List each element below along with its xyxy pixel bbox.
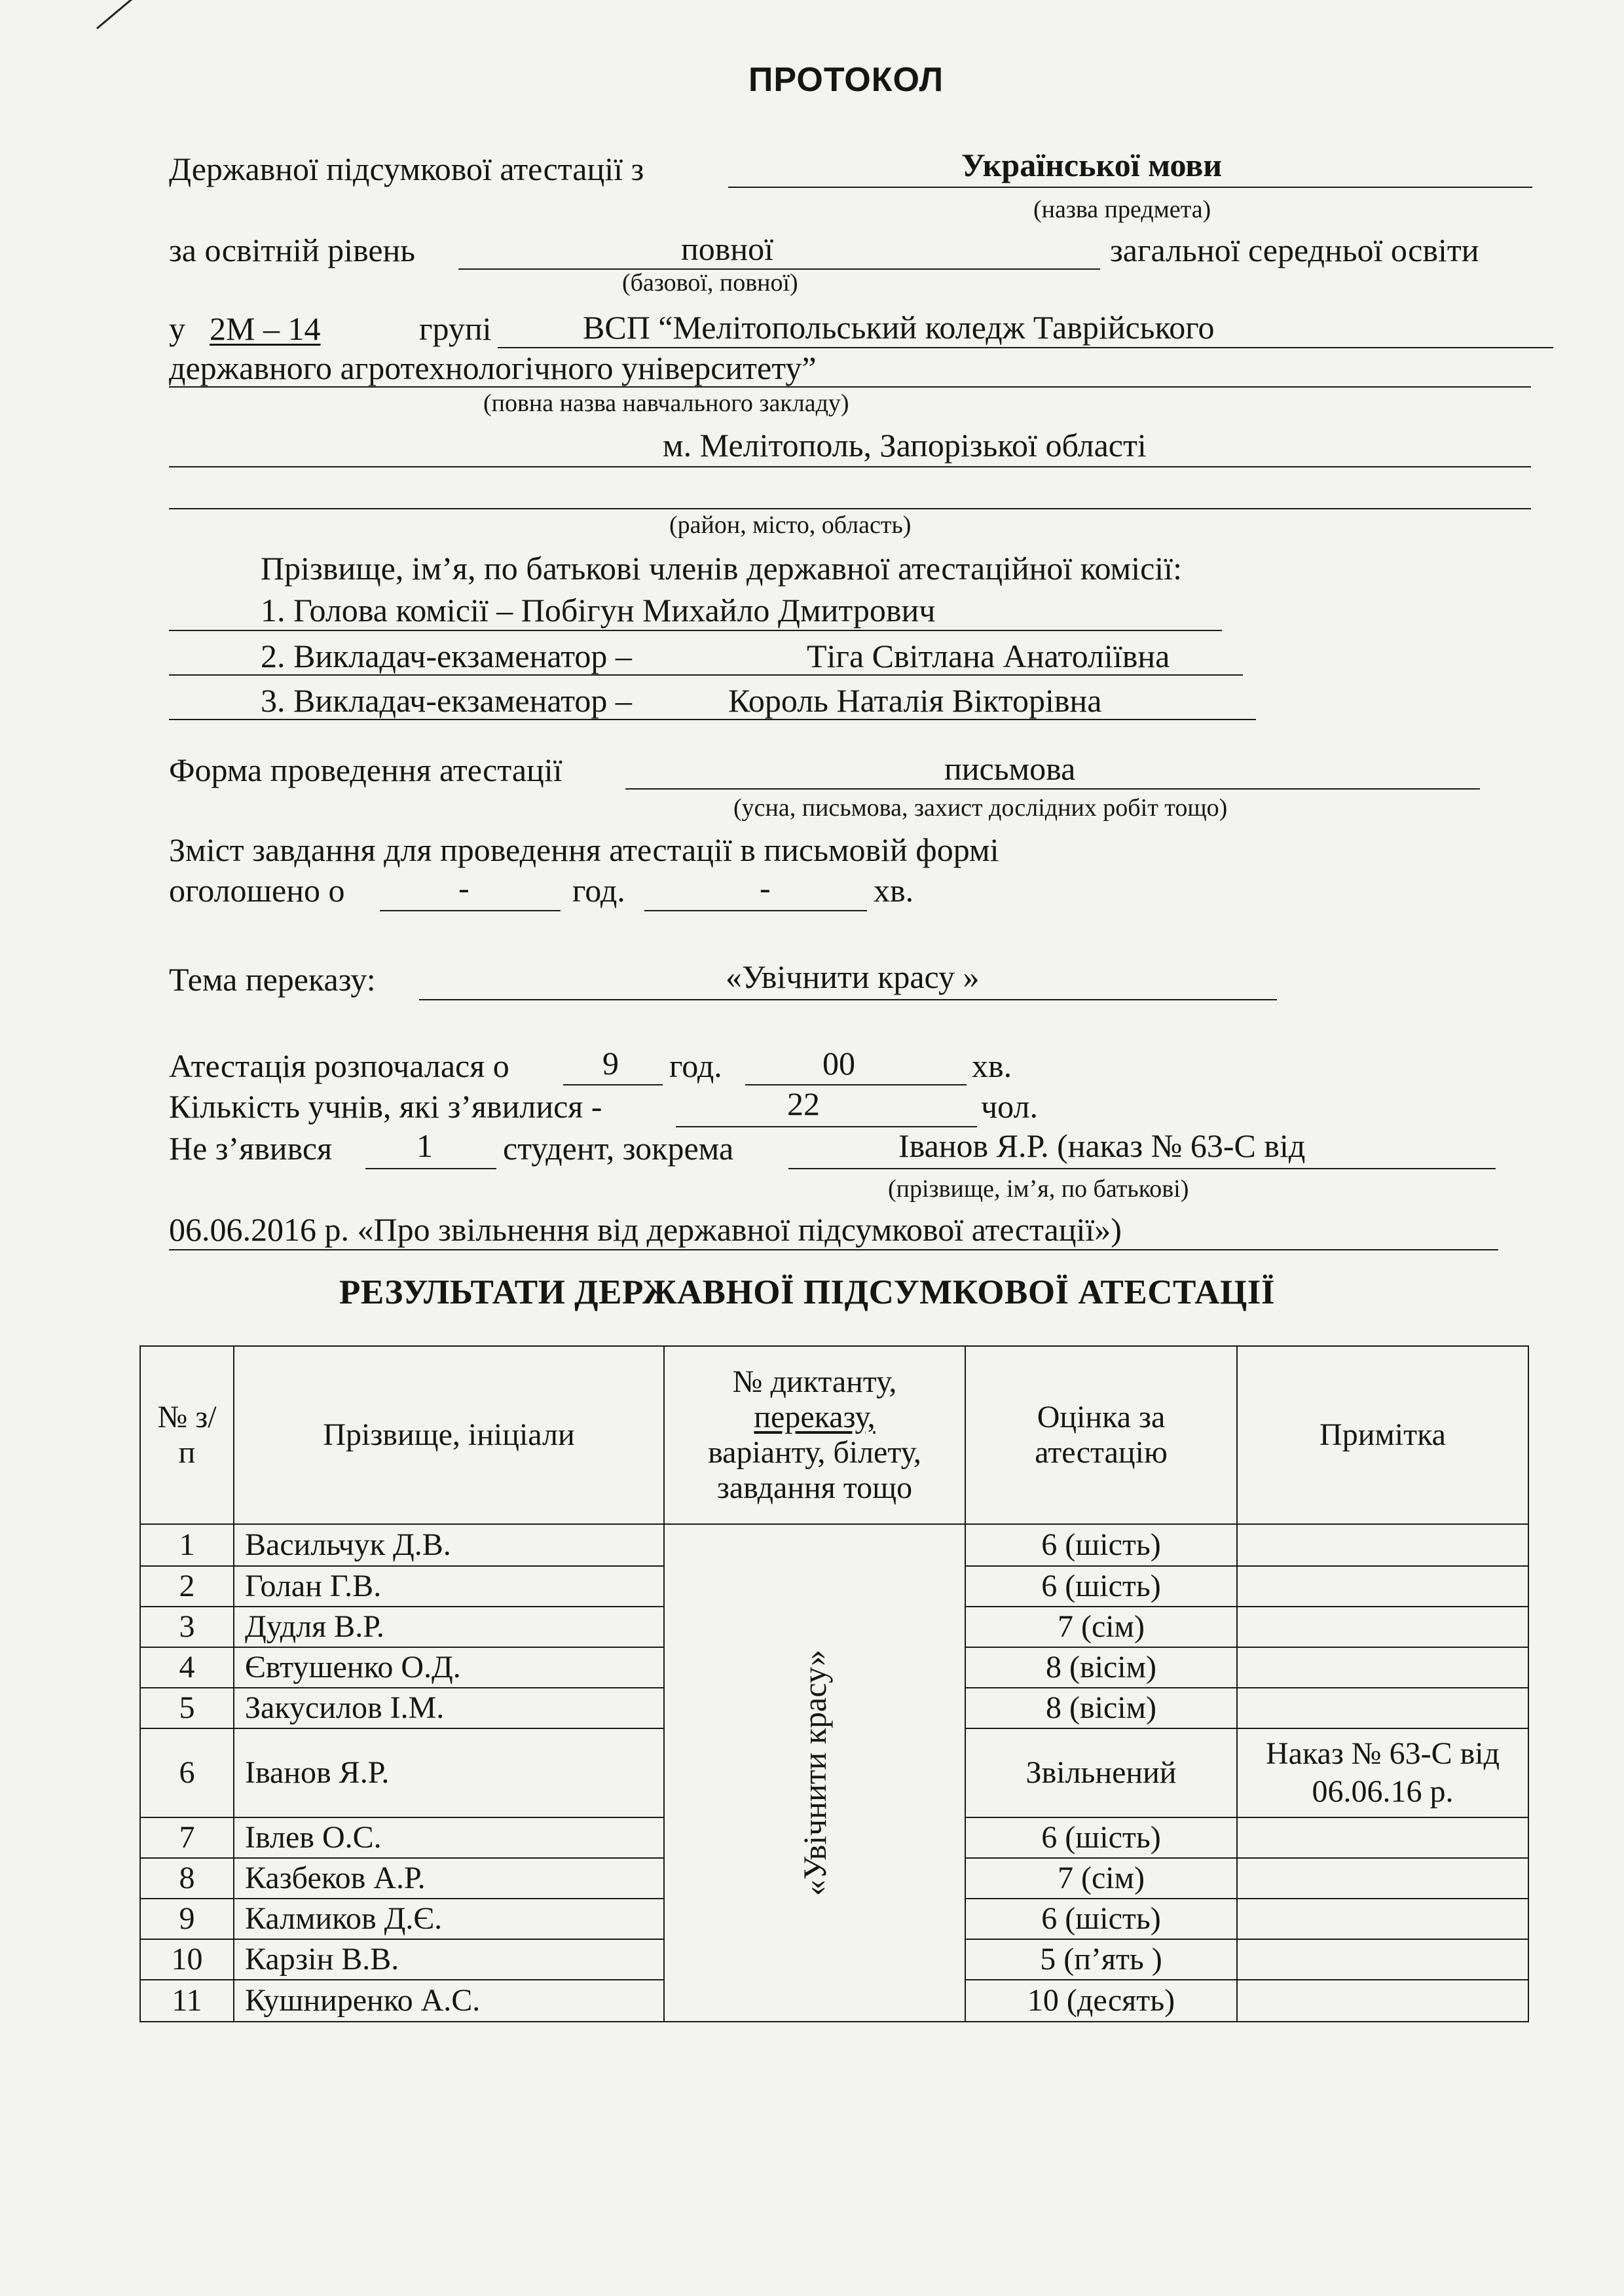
student-name: Казбеков А.Р. (234, 1858, 664, 1899)
column-header-task-line-1: № диктанту, (732, 1364, 897, 1399)
task-hour-unit: год. (572, 872, 625, 909)
absent-count-underline (365, 1168, 496, 1169)
table-row (140, 1524, 1528, 1566)
theme-underline (419, 999, 1277, 1000)
commission-member-3-name: Король Наталія Вікторівна (728, 682, 1102, 719)
absent-detail-underline (788, 1168, 1496, 1169)
column-header-task-line-2: переказу, (754, 1400, 876, 1434)
start-min-unit: хв. (972, 1048, 1012, 1084)
present-value: 22 (787, 1085, 820, 1122)
row-number: 4 (140, 1647, 234, 1688)
level-value: повної (681, 230, 774, 267)
column-header-number: № з/п (140, 1346, 234, 1524)
institution-hint: (повна назва навчального закладу) (483, 390, 849, 417)
institution-underline-2 (169, 386, 1531, 388)
student-note (1237, 1817, 1528, 1858)
task-line-1: Зміст завдання для проведення атестації в письмовій формі (169, 831, 999, 868)
student-note (1237, 1939, 1528, 1980)
student-name: Євтушенко О.Д. (234, 1647, 664, 1688)
row-number: 3 (140, 1607, 234, 1647)
row-number: 6 (140, 1728, 234, 1817)
student-note (1237, 1566, 1528, 1607)
student-name: Кушниренко А.С. (234, 1980, 664, 2022)
group-prefix: у (169, 310, 185, 347)
student-note (1237, 1647, 1528, 1688)
task-announce-label: оголошено о (169, 872, 345, 909)
student-note (1237, 1524, 1528, 1566)
student-grade: 6 (шість) (965, 1524, 1237, 1566)
merged-task-cell (664, 1524, 965, 2022)
absent-count: 1 (416, 1127, 433, 1164)
institution-line-2: державного агротехнологічного університету” (169, 350, 817, 386)
present-unit: чол. (981, 1088, 1038, 1125)
commission-member-1: 1. Голова комісії – Побігун Михайло Дмитрович (261, 592, 936, 629)
row-number: 10 (140, 1939, 234, 1980)
row-number: 1 (140, 1524, 234, 1566)
task-hour-value: - (458, 869, 470, 906)
start-hour-underline (563, 1084, 663, 1085)
location-underline-2 (169, 508, 1531, 509)
student-grade: 6 (шість) (965, 1566, 1237, 1607)
task-hour-underline (380, 910, 561, 911)
pen-stroke-mark (96, 0, 152, 29)
commission-member-3-role: 3. Викладач-екзаменатор – (261, 682, 632, 719)
present-label: Кількість учнів, які з’явилися - (169, 1088, 602, 1125)
form-underline (625, 788, 1480, 790)
task-min-underline (644, 910, 867, 911)
commission-underline-2 (169, 674, 1243, 676)
student-note (1237, 1858, 1528, 1899)
form-hint: (усна, письмова, захист дослідних робіт тощо) (733, 794, 1228, 822)
row-number: 2 (140, 1566, 234, 1607)
merged-task-text: «Увічнити красу» (796, 1649, 833, 1897)
student-name: Дудля В.Р. (234, 1607, 664, 1647)
absent-label: Не з’явився (169, 1130, 333, 1167)
level-label: за освітній рівень (169, 232, 416, 268)
student-grade: 10 (десять) (965, 1980, 1237, 2022)
student-name: Івлев О.С. (234, 1817, 664, 1858)
subject-underline (728, 187, 1532, 188)
level-hint: (базової, повної) (622, 269, 798, 297)
results-table (139, 1345, 1529, 2022)
student-note: Наказ № 63-С від 06.06.16 р. (1237, 1728, 1528, 1817)
student-grade: 5 (п’ять ) (965, 1939, 1237, 1980)
form-value: письмова (944, 750, 1076, 787)
student-name: Калмиков Д.Є. (234, 1899, 664, 1939)
row-number: 5 (140, 1688, 234, 1728)
task-min-unit: хв. (874, 872, 914, 909)
row-number: 9 (140, 1899, 234, 1939)
student-name: Голан Г.В. (234, 1566, 664, 1607)
column-header-task-line-3: варіанту, білету, завдання тощо (708, 1435, 921, 1505)
start-hour-value: 9 (602, 1045, 619, 1082)
student-grade: 6 (шість) (965, 1899, 1237, 1939)
absent-detail: Іванов Я.Р. (наказ № 63-С від (898, 1127, 1306, 1164)
absent-detail-underline-2 (169, 1249, 1498, 1250)
subject-value: Української мови (961, 147, 1223, 183)
row-number: 7 (140, 1817, 234, 1858)
student-name: Карзін В.В. (234, 1939, 664, 1980)
student-note (1237, 1607, 1528, 1647)
theme-value: «Увічнити красу » (726, 958, 980, 995)
results-title: РЕЗУЛЬТАТИ ДЕРЖАВНОЇ ПІДСУМКОВОЇ АТЕСТАЦІЇ (339, 1273, 1275, 1311)
column-header-grade: Оцінка за атестацію (965, 1346, 1237, 1524)
group-word: групі (419, 310, 492, 347)
institution-line-1: ВСП “Мелітопольський коледж Таврійського (583, 309, 1215, 346)
commission-member-2-role: 2. Викладач-екзаменатор – (261, 638, 632, 674)
subject-label: Державної підсумкової атестації з (169, 151, 644, 187)
student-note (1237, 1899, 1528, 1939)
commission-underline-3 (169, 719, 1256, 720)
form-label: Форма проведення атестації (169, 752, 563, 788)
student-note (1237, 1688, 1528, 1728)
start-min-underline (745, 1084, 967, 1085)
level-suffix: загальної середньої освіти (1110, 232, 1479, 268)
page-title: ПРОТОКОЛ (748, 61, 944, 99)
absent-hint: (прізвище, ім’я, по батькові) (888, 1175, 1189, 1203)
column-header-name: Прізвище, ініціали (234, 1346, 664, 1524)
absent-word: студент, зокрема (503, 1130, 734, 1167)
student-grade: 8 (вісім) (965, 1688, 1237, 1728)
row-number: 11 (140, 1980, 234, 2022)
student-name: Іванов Я.Р. (234, 1728, 664, 1817)
commission-underline-1 (169, 630, 1222, 631)
commission-member-2-name: Тіга Світлана Анатоліївна (807, 638, 1170, 674)
table-header-row (140, 1346, 1528, 1524)
student-grade: 7 (сім) (965, 1858, 1237, 1899)
student-grade: 6 (шість) (965, 1817, 1237, 1858)
theme-label: Тема переказу: (169, 961, 376, 998)
student-grade: Звільнений (965, 1728, 1237, 1817)
location-hint: (район, місто, область) (669, 511, 912, 539)
row-number: 8 (140, 1858, 234, 1899)
student-grade: 7 (сім) (965, 1607, 1237, 1647)
absent-detail-2: 06.06.2016 р. «Про звільнення від державної підсумкової атестації») (169, 1211, 1122, 1248)
student-name: Васильчук Д.В. (234, 1524, 664, 1566)
group-value: 2М – 14 (210, 310, 321, 347)
location-underline (169, 466, 1531, 467)
student-note (1237, 1980, 1528, 2022)
column-header-task (664, 1346, 965, 1524)
start-hour-unit: год. (669, 1048, 722, 1084)
location-value: м. Мелітополь, Запорізької області (663, 427, 1147, 464)
column-header-note: Примітка (1237, 1346, 1528, 1524)
start-label: Атестація розпочалася о (169, 1048, 509, 1084)
task-min-value: - (760, 869, 771, 906)
start-min-value: 00 (822, 1045, 855, 1082)
subject-hint: (назва предмета) (1033, 196, 1211, 223)
student-grade: 8 (вісім) (965, 1647, 1237, 1688)
commission-heading: Прізвище, ім’я, по батькові членів державної атестаційної комісії: (261, 550, 1182, 587)
student-name: Закусилов І.М. (234, 1688, 664, 1728)
